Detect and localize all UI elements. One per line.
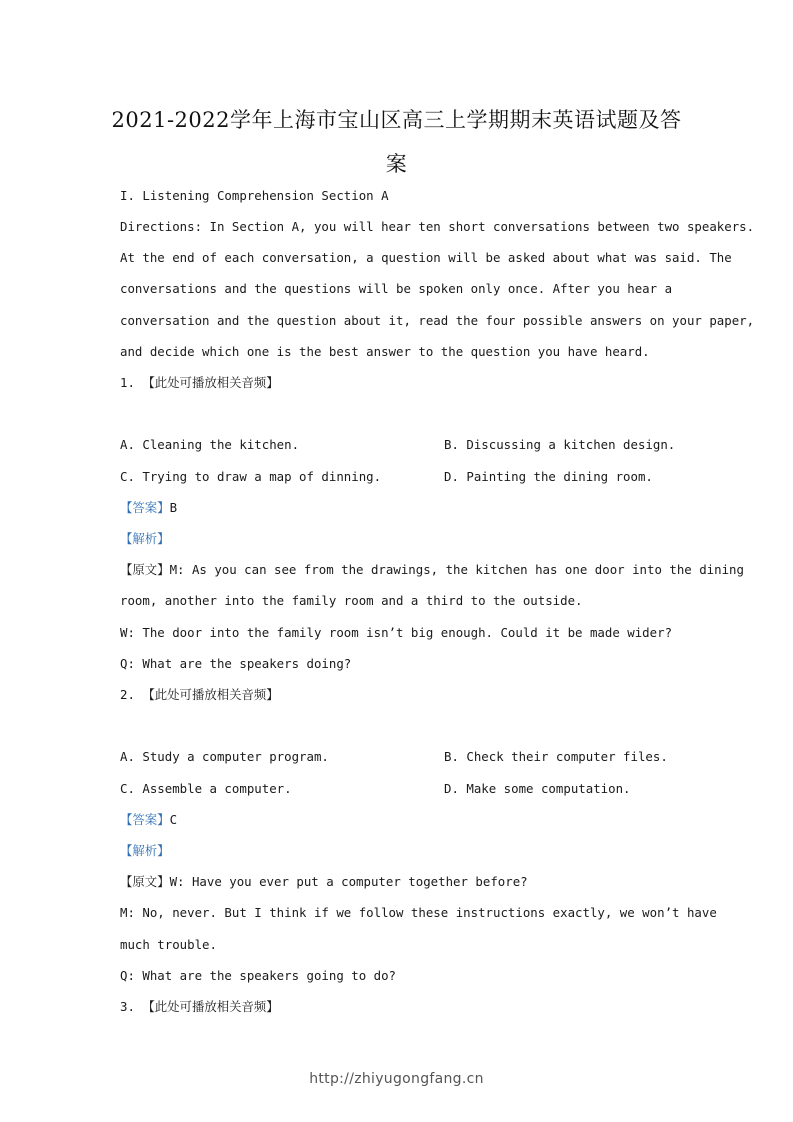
directions-line: conversations and the questions will be spoken only once. After you hear a	[120, 281, 673, 296]
q1-transcript-line: W: The door into the family room isn’t big enough. Could it be made wider?	[120, 625, 673, 640]
q2-transcript-line: much trouble.	[120, 937, 217, 952]
q2-transcript-line: 【原文】W: Have you ever put a computer together before?	[120, 874, 528, 889]
directions-line: Directions: In Section A, you will hear ten short conversations between two speakers.	[120, 219, 755, 234]
q2-option-d: D. Make some computation.	[444, 781, 631, 796]
q1-analysis-tag: 【解析】	[120, 531, 170, 546]
original-tag: 【原文】	[120, 874, 170, 889]
q1-option-a: A. Cleaning the kitchen.	[120, 437, 300, 452]
q2-transcript-line: M: No, never. But I think if we follow these instructions exactly, we won’t have	[120, 905, 717, 920]
directions-line: At the end of each conversation, a question will be asked about what was said. The	[120, 250, 732, 265]
audio-placeholder: 【此处可播放相关音频】	[142, 375, 279, 390]
q1-transcript-line: room, another into the family room and a third to the outside.	[120, 593, 583, 608]
audio-placeholder: 【此处可播放相关音频】	[142, 687, 279, 702]
section-heading: I. Listening Comprehension Section A	[120, 188, 389, 203]
q2-answer	[120, 812, 177, 828]
document-title: 2021-2022学年上海市宝山区高三上学期期末英语试题及答	[111, 108, 682, 132]
q1-transcript-line: 【原文】M: As you can see from the drawings, the kitchen has one door into the dining	[120, 562, 744, 577]
q2-option-a: A. Study a computer program.	[120, 749, 329, 764]
q1-option-c: C. Trying to draw a map of dinning.	[120, 469, 382, 484]
answer-tag: 【答案】	[120, 500, 170, 515]
question-number: 2.	[120, 687, 135, 702]
question-number: 3.	[120, 999, 135, 1014]
q1-answer	[120, 500, 177, 516]
q2-question-line: Q: What are the speakers going to do?	[120, 968, 397, 983]
q1-question-line: Q: What are the speakers doing?	[120, 656, 352, 671]
question-2-header	[120, 687, 279, 703]
question-3-header	[120, 999, 279, 1015]
question-1-header	[120, 375, 279, 391]
answer-value: B	[169, 500, 178, 515]
q1-option-b: B. Discussing a kitchen design.	[444, 437, 676, 452]
q2-option-b: B. Check their computer files.	[444, 749, 668, 764]
directions-line: and decide which one is the best answer to the question you have heard.	[120, 344, 650, 359]
audio-placeholder: 【此处可播放相关音频】	[142, 999, 279, 1014]
footer-url[interactable]: http://zhiyugongfang.cn	[309, 1071, 484, 1087]
answer-value: C	[169, 812, 178, 827]
document-title-continued: 案	[385, 152, 408, 176]
q2-analysis-tag: 【解析】	[120, 843, 170, 858]
answer-tag: 【答案】	[120, 812, 170, 827]
original-tag: 【原文】	[120, 562, 170, 577]
question-number: 1.	[120, 375, 135, 390]
q2-option-c: C. Assemble a computer.	[120, 781, 292, 796]
q1-option-d: D. Painting the dining room.	[444, 469, 653, 484]
directions-line: conversation and the question about it, read the four possible answers on your paper,	[120, 313, 755, 328]
